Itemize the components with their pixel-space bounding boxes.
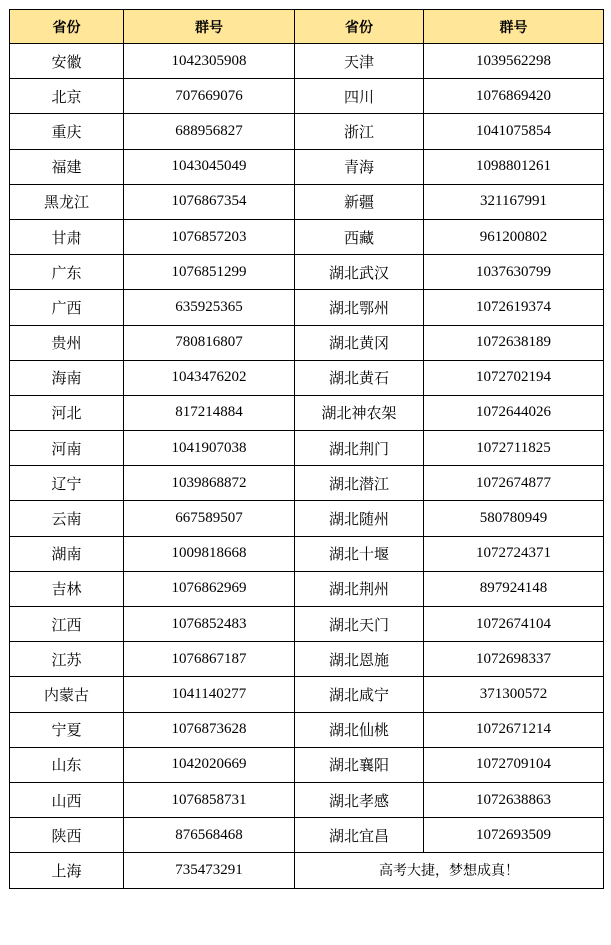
province-cell: 湖北襄阳 [295,747,424,782]
province-cell: 湖北恩施 [295,642,424,677]
table-row [10,536,604,571]
province-cell: 黑龙江 [10,184,124,219]
province-cell: 湖北鄂州 [295,290,424,325]
table-row [10,712,604,747]
group-number-table [9,9,604,889]
group-number-cell: 1039868872 [124,466,295,501]
table-row [10,782,604,817]
province-cell: 湖北仙桃 [295,712,424,747]
group-number-cell: 1041140277 [124,677,295,712]
table-body [10,44,604,889]
table-row [10,219,604,254]
table-row [10,395,604,430]
table-row [10,79,604,114]
table-row [10,571,604,606]
province-cell: 贵州 [10,325,124,360]
table-row [10,325,604,360]
group-number-cell: 961200802 [424,219,604,254]
province-cell: 内蒙古 [10,677,124,712]
table-row [10,818,604,853]
header-group-left: 群号 [124,10,295,44]
group-number-cell: 1076862969 [124,571,295,606]
group-number-cell: 1072619374 [424,290,604,325]
province-cell: 广西 [10,290,124,325]
province-cell: 天津 [295,44,424,79]
table-row [10,360,604,395]
province-cell: 云南 [10,501,124,536]
province-cell: 山西 [10,782,124,817]
province-cell: 重庆 [10,114,124,149]
table-row [10,255,604,290]
group-number-cell: 1076869420 [424,79,604,114]
group-number-cell: 1072638863 [424,782,604,817]
province-cell: 吉林 [10,571,124,606]
province-cell: 青海 [295,149,424,184]
province-cell: 浙江 [295,114,424,149]
province-cell: 上海 [10,853,124,888]
table-row [10,677,604,712]
province-cell: 广东 [10,255,124,290]
group-number-cell: 1076852483 [124,607,295,642]
group-number-cell: 1042020669 [124,747,295,782]
slogan-cell: 高考大捷，梦想成真！ [295,853,604,888]
province-cell: 湖北天门 [295,607,424,642]
group-number-cell: 1072698337 [424,642,604,677]
group-number-cell: 1072709104 [424,747,604,782]
province-cell: 湖南 [10,536,124,571]
province-cell: 海南 [10,360,124,395]
group-number-cell: 1076857203 [124,219,295,254]
group-number-cell: 1076867187 [124,642,295,677]
table-header [10,10,604,44]
province-cell: 甘肃 [10,219,124,254]
province-cell: 湖北十堰 [295,536,424,571]
table-row [10,431,604,466]
group-number-cell: 1041075854 [424,114,604,149]
group-number-cell: 1043476202 [124,360,295,395]
group-number-cell: 1072674104 [424,607,604,642]
group-number-cell: 1072671214 [424,712,604,747]
province-cell: 河北 [10,395,124,430]
group-number-cell: 1041907038 [124,431,295,466]
table-row [10,149,604,184]
group-number-cell: 1009818668 [124,536,295,571]
header-row [10,10,604,44]
province-cell: 江西 [10,607,124,642]
province-cell: 湖北荆州 [295,571,424,606]
group-number-cell: 1076867354 [124,184,295,219]
group-number-cell: 371300572 [424,677,604,712]
group-number-cell: 1076851299 [124,255,295,290]
province-cell: 江苏 [10,642,124,677]
group-number-cell: 1037630799 [424,255,604,290]
province-cell: 陕西 [10,818,124,853]
province-cell: 湖北黄冈 [295,325,424,360]
province-cell: 山东 [10,747,124,782]
province-cell: 湖北黄石 [295,360,424,395]
group-number-cell: 735473291 [124,853,295,888]
province-cell: 辽宁 [10,466,124,501]
table-row [10,607,604,642]
group-number-cell: 897924148 [424,571,604,606]
group-number-cell: 1072644026 [424,395,604,430]
group-number-cell: 1072693509 [424,818,604,853]
table-row-last [10,853,604,888]
table-row [10,290,604,325]
group-number-cell: 1042305908 [124,44,295,79]
group-number-cell: 580780949 [424,501,604,536]
table-row [10,642,604,677]
province-cell: 湖北神农架 [295,395,424,430]
province-cell: 安徽 [10,44,124,79]
province-cell: 湖北宜昌 [295,818,424,853]
table-row [10,501,604,536]
group-number-cell: 635925365 [124,290,295,325]
group-number-cell: 780816807 [124,325,295,360]
group-number-cell: 1072724371 [424,536,604,571]
group-number-cell: 667589507 [124,501,295,536]
table-row [10,747,604,782]
province-cell: 湖北随州 [295,501,424,536]
province-cell: 四川 [295,79,424,114]
group-number-cell: 1039562298 [424,44,604,79]
group-number-cell: 688956827 [124,114,295,149]
province-cell: 湖北荆门 [295,431,424,466]
group-number-cell: 1072711825 [424,431,604,466]
province-cell: 湖北咸宁 [295,677,424,712]
header-group-right: 群号 [424,10,604,44]
group-number-cell: 1072702194 [424,360,604,395]
group-number-cell: 817214884 [124,395,295,430]
header-province-right: 省份 [295,10,424,44]
province-cell: 宁夏 [10,712,124,747]
province-cell: 河南 [10,431,124,466]
header-province-left: 省份 [10,10,124,44]
table-row [10,44,604,79]
group-number-cell: 1072638189 [424,325,604,360]
group-number-cell: 876568468 [124,818,295,853]
province-cell: 湖北孝感 [295,782,424,817]
province-cell: 湖北武汉 [295,255,424,290]
group-number-cell: 321167991 [424,184,604,219]
group-number-cell: 1072674877 [424,466,604,501]
group-number-cell: 1043045049 [124,149,295,184]
province-cell: 新疆 [295,184,424,219]
province-cell: 西藏 [295,219,424,254]
group-number-cell: 1098801261 [424,149,604,184]
group-number-cell: 707669076 [124,79,295,114]
province-cell: 湖北潜江 [295,466,424,501]
table-row [10,114,604,149]
province-cell: 福建 [10,149,124,184]
table-row [10,184,604,219]
group-number-cell: 1076858731 [124,782,295,817]
table-row [10,466,604,501]
province-cell: 北京 [10,79,124,114]
group-number-cell: 1076873628 [124,712,295,747]
